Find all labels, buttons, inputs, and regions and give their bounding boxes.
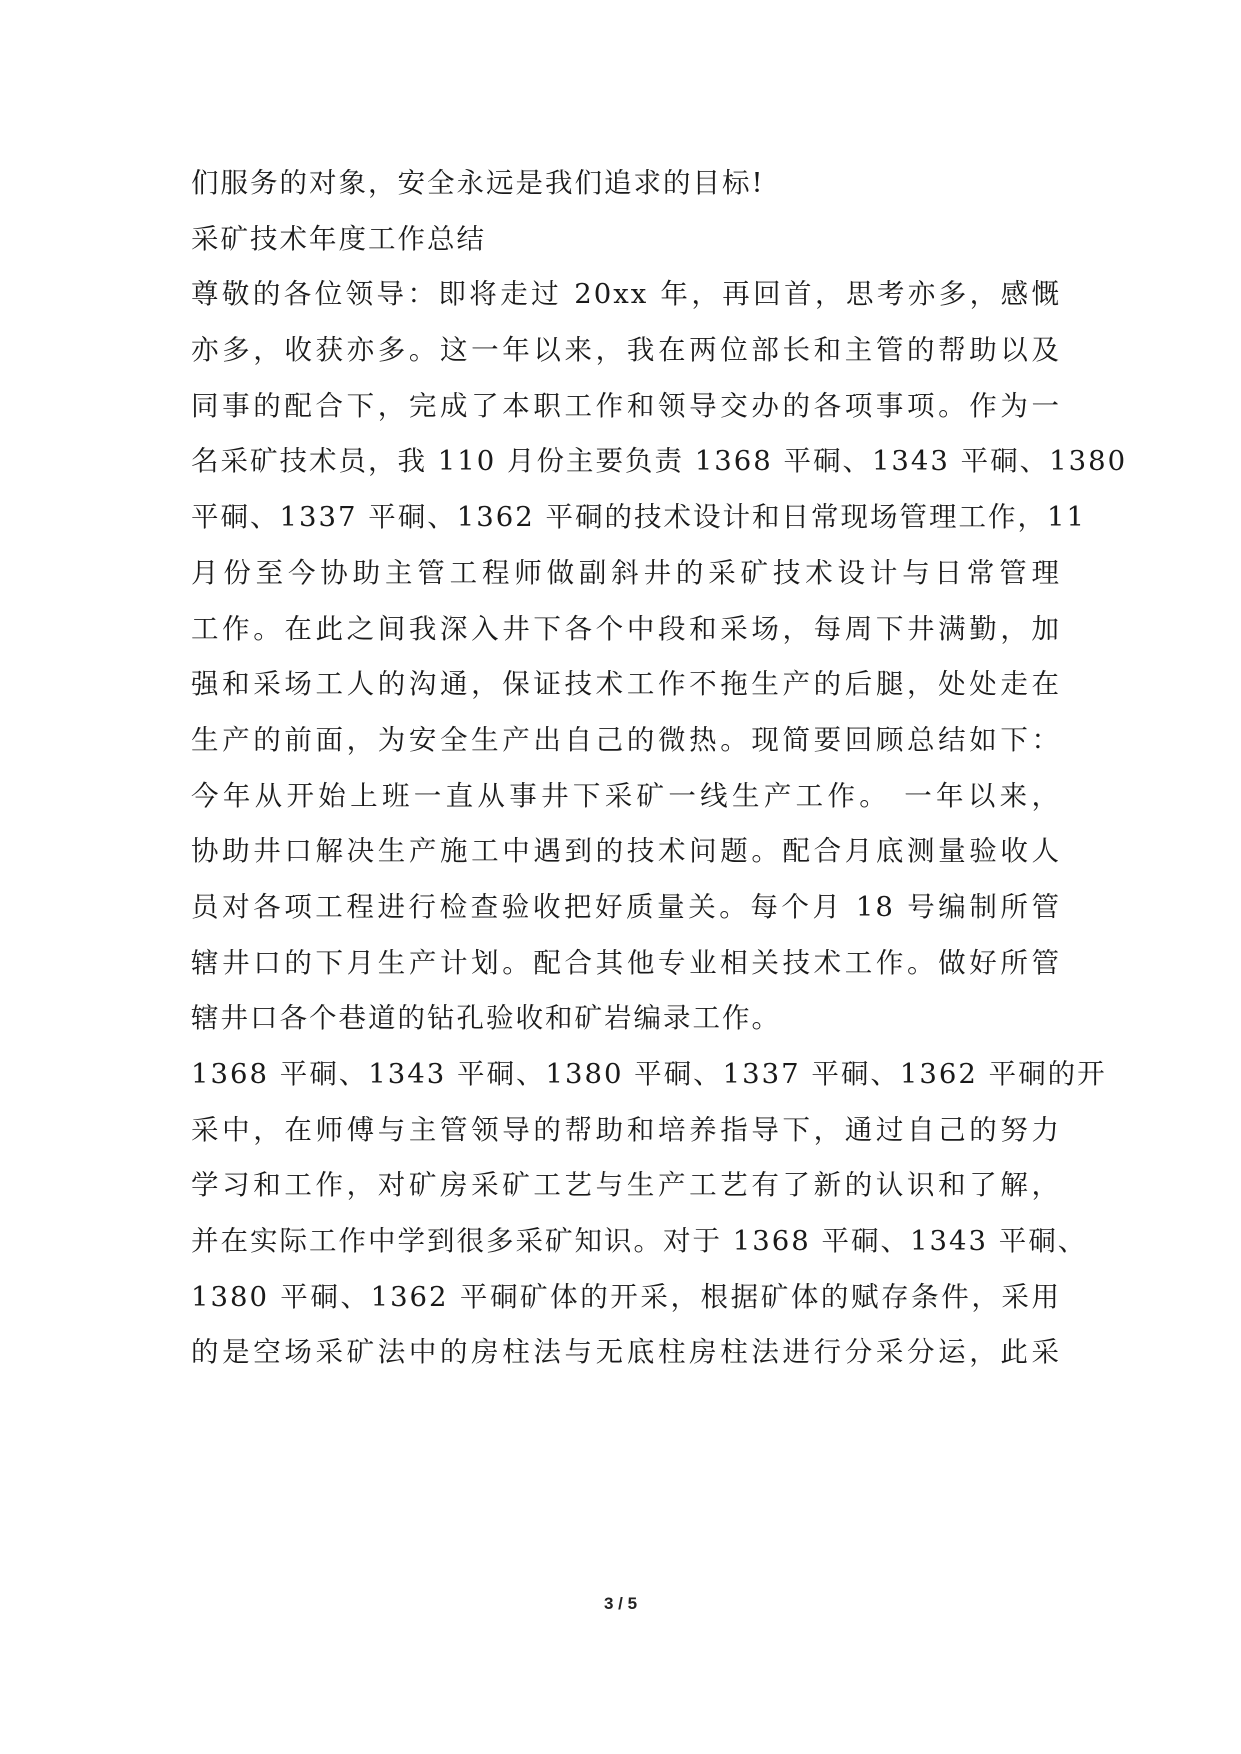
text-line: 平硐、1337 平硐、1362 平硐的技术设计和日常现场管理工作，11 xyxy=(191,501,1086,534)
text-line: 1380 平硐、1362 平硐矿体的开采，根据矿体的赋存条件，采用 xyxy=(191,1280,1061,1313)
text-line-closing: 们服务的对象，安全永远是我们追求的目标! xyxy=(191,167,765,199)
text-line: 采中，在师傅与主管领导的帮助和培养指导下，通过自己的努力 xyxy=(191,1113,1061,1146)
text-line: 辖井口各个巷道的钻孔验收和矿岩编录工作。 xyxy=(191,1002,781,1035)
text-line: 1368 平硐、1343 平硐、1380 平硐、1337 平硐、1362 平硐的开 xyxy=(191,1058,1107,1090)
page-number: 3 / 5 xyxy=(603,1594,638,1613)
section-heading: 采矿技术年度工作总结 xyxy=(191,222,486,255)
text-line: 并在实际工作中学到很多采矿知识。对于 1368 平硐、1343 平硐、 xyxy=(191,1225,1088,1258)
text-line: 员对各项工程进行检查验收把好质量关。每个月 18 号编制所管 xyxy=(191,890,1061,923)
text-line: 尊敬的各位领导：即将走过 20xx 年，再回首，思考亦多，感慨 xyxy=(191,278,1061,311)
text-line: 月份至今协助主管工程师做副斜井的采矿技术设计与日常管理 xyxy=(191,556,1061,589)
text-line: 辖井口的下月生产计划。配合其他专业相关技术工作。做好所管 xyxy=(191,946,1061,979)
text-line: 生产的前面，为安全生产出自己的微热。现简要回顾总结如下： xyxy=(191,723,1061,756)
document-body xyxy=(191,156,1128,1381)
text-line: 协助井口解决生产施工中遇到的技术问题。配合月底测量验收人 xyxy=(191,835,1061,868)
text-line: 今年从开始上班一直从事井下采矿一线生产工作。 一年以来， xyxy=(191,779,1061,812)
text-line: 亦多，收获亦多。这一年以来，我在两位部长和主管的帮助以及 xyxy=(191,334,1061,367)
text-line: 名采矿技术员，我 110 月份主要负责 1368 平硐、1343 平硐、1380 xyxy=(191,445,1128,478)
text-line: 强和采场工人的沟通，保证技术工作不拖生产的后腿，处处走在 xyxy=(191,668,1061,701)
text-line: 同事的配合下，完成了本职工作和领导交办的各项事项。作为一 xyxy=(191,389,1061,422)
text-line: 的是空场采矿法中的房柱法与无底柱房柱法进行分采分运，此采 xyxy=(191,1336,1061,1369)
text-line: 学习和工作，对矿房采矿工艺与生产工艺有了新的认识和了解， xyxy=(191,1169,1061,1202)
text-line: 工作。在此之间我深入井下各个中段和采场，每周下井满勤，加 xyxy=(191,612,1061,645)
